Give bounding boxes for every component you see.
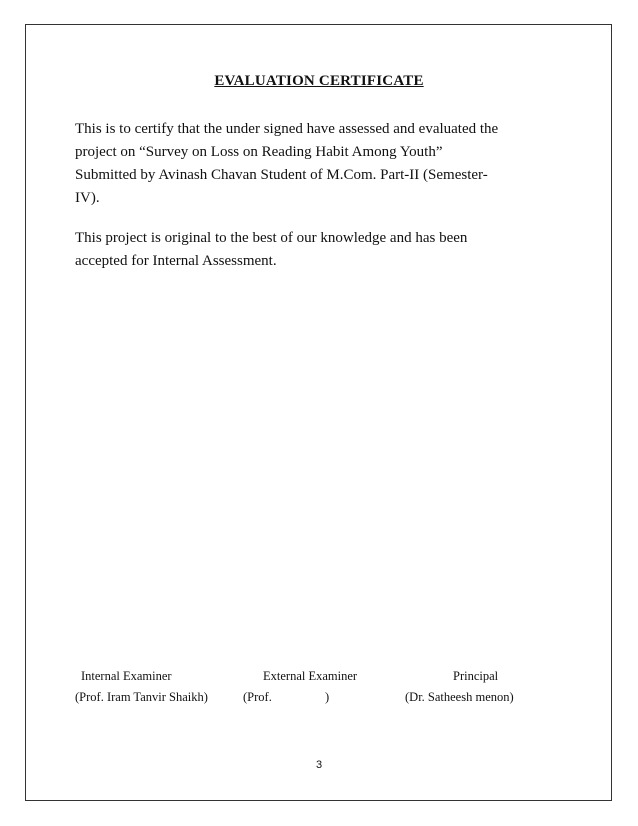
principal-name: (Dr. Satheesh menon): [405, 690, 514, 704]
internal-examiner-name: (Prof. Iram Tanvir Shaikh): [75, 690, 208, 704]
external-examiner-name: (Prof. ): [243, 690, 330, 704]
external-examiner-label: External Examiner: [263, 669, 358, 683]
internal-examiner-label: Internal Examiner: [81, 669, 172, 683]
page-number: 3: [315, 759, 323, 771]
document-title: EVALUATION CERTIFICATE: [214, 73, 424, 89]
certification-paragraph: This is to certify that the under signed have assessed and evaluated the project on “Survey on Loss on Reading Habit Among Youth” Submitted by Avinash Chavan Student of M.Com. Part-II (Semester- IV).: [75, 121, 499, 206]
principal-label: Principal: [453, 669, 499, 683]
originality-paragraph: This project is original to the best of our knowledge and has been accepted for Internal Assessment.: [75, 230, 468, 269]
